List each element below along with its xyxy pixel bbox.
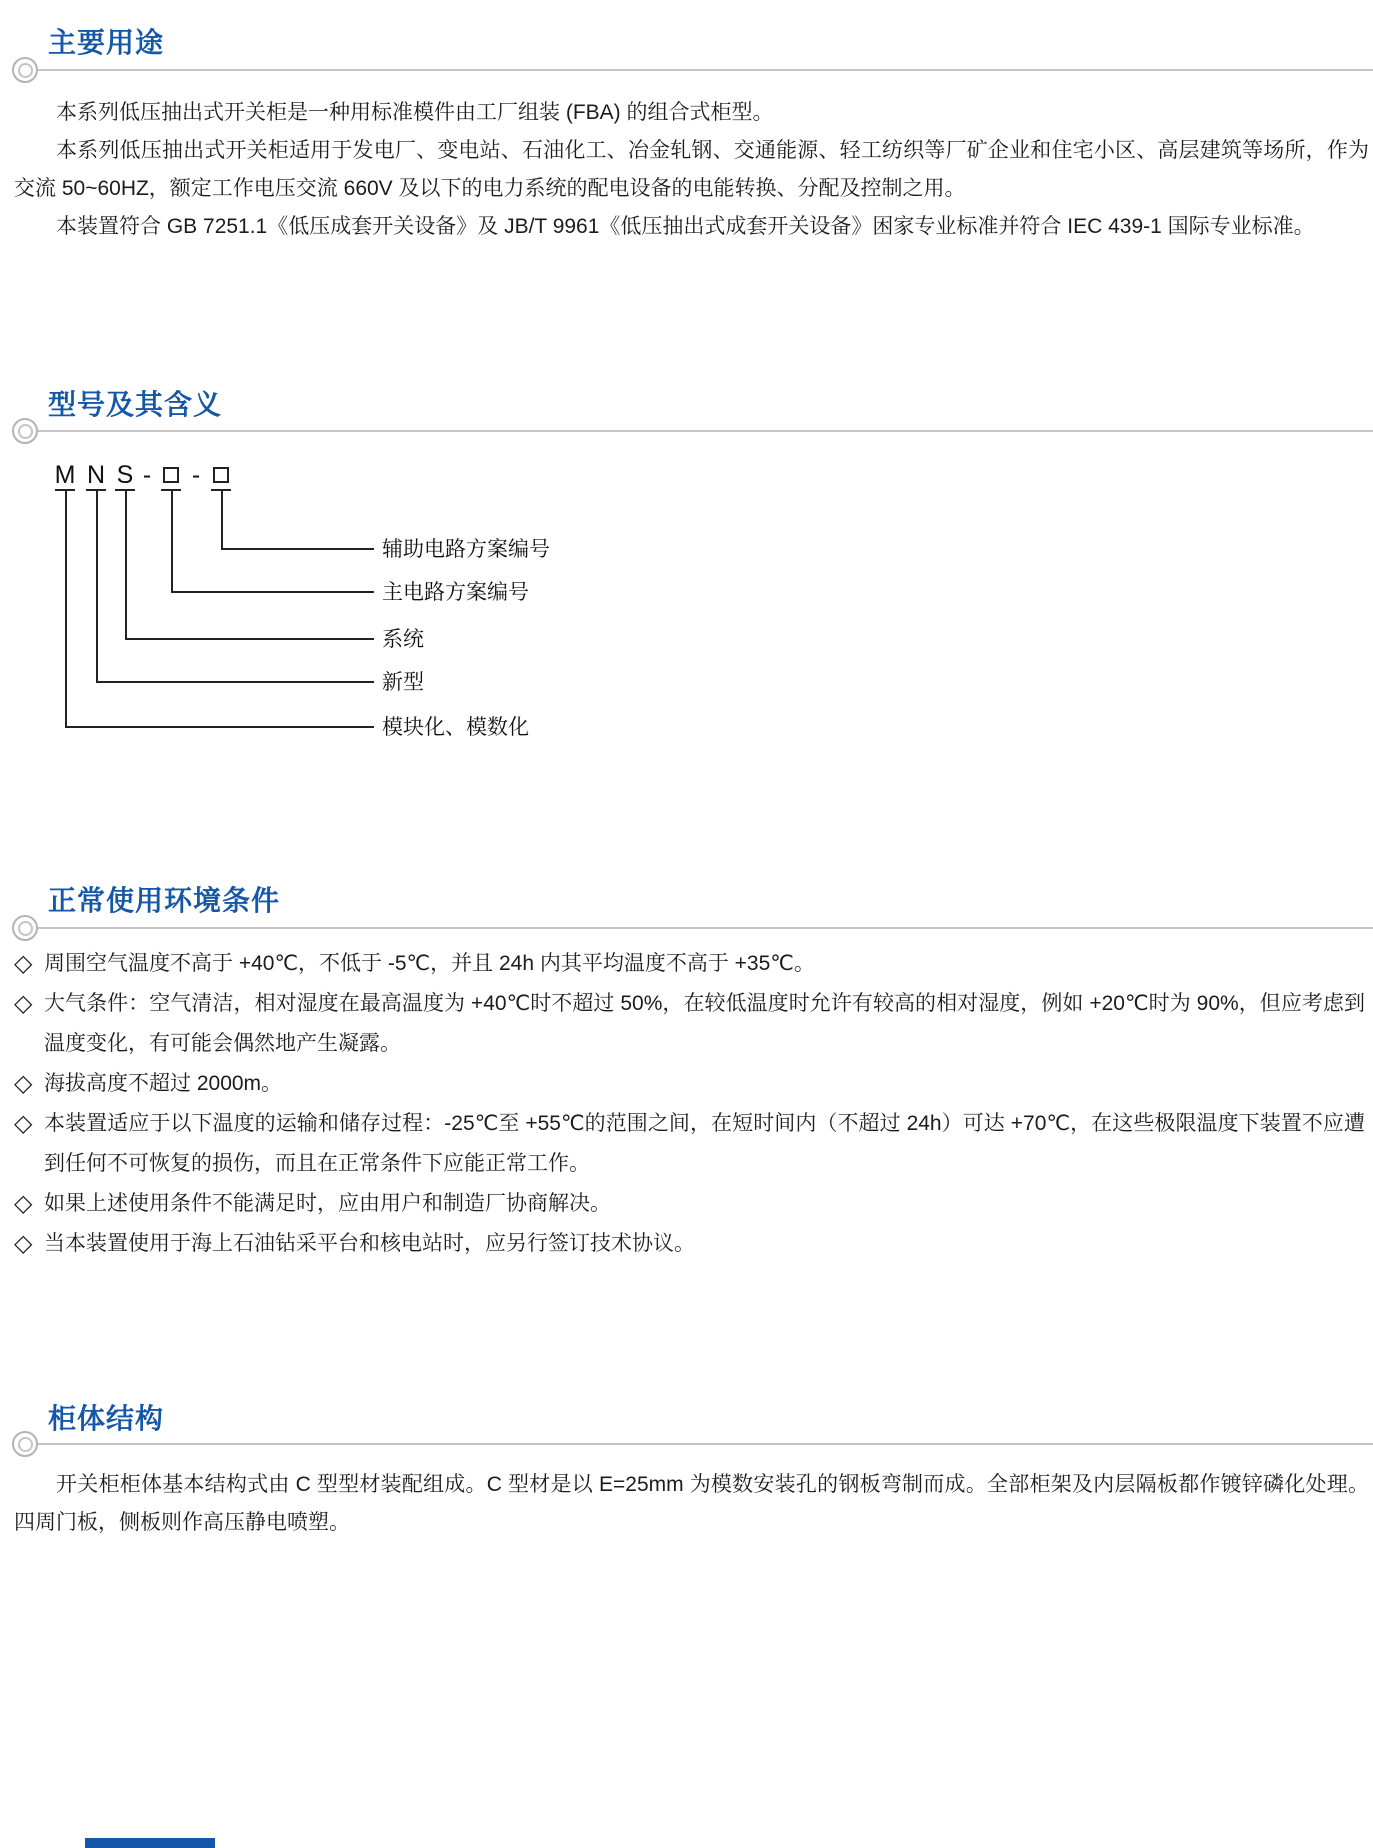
diamond-bullet-icon: ◇ (14, 950, 33, 977)
list-item (14, 1064, 1365, 1104)
ring-inner-icon (18, 1437, 33, 1452)
model-code-box-main (163, 467, 179, 483)
diamond-bullet-icon: ◇ (14, 1110, 33, 1137)
list-item-text: 本装置适应于以下温度的运输和储存过程：-25℃至 +55℃的范围之间，在短时间内（不超过 24h）可达 +70℃，在这些极限温度下装置不应遭到任何不可恢复的损伤，而且在正常条件下应能正常工作。 (44, 1112, 1365, 1175)
model-code-letter-m: M (54, 461, 76, 489)
list-item-text: 周围空气温度不高于 +40℃，不低于 -5℃，并且 24h 内其平均温度不高于 +35℃。 (44, 952, 815, 975)
model-code-box-aux (213, 467, 229, 483)
diagram-label-system: 系统 (382, 628, 424, 651)
list-item (14, 1104, 1365, 1184)
diamond-bullet-icon: ◇ (14, 1070, 33, 1097)
section-title-main-uses: 主要用途 (48, 27, 165, 58)
section-title-service-conditions: 正常使用环境条件 (48, 885, 281, 916)
diamond-bullet-icon: ◇ (14, 1230, 33, 1257)
footer-accent-bar (85, 1838, 215, 1848)
cabinet-structure-text (14, 1466, 1369, 1542)
paragraph: 开关柜柜体基本结构式由 C 型型材装配组成。C 型材是以 E=25mm 为模数安装孔的钢板弯制而成。全部柜架及内层隔板都作镀锌磷化处理。四周门板，侧板则作高压静电喷塑。 (14, 1473, 1369, 1534)
paragraph: 本装置符合 GB 7251.1《低压成套开关设备》及 JB/T 9961《低压抽出式成套开关设备》困家专业标准并符合 IEC 439-1 国际专业标准。 (56, 215, 1315, 238)
section-divider (24, 430, 1373, 432)
diagram-label-new-type: 新型 (382, 671, 424, 694)
diagram-label-aux-circuit: 辅助电路方案编号 (382, 538, 550, 561)
model-code-dash: - (142, 461, 152, 489)
list-item-text: 当本装置使用于海上石油钻采平台和核电站时，应另行签订技术协议。 (44, 1232, 695, 1255)
list-item-text: 如果上述使用条件不能满足时，应由用户和制造厂协商解决。 (44, 1192, 611, 1215)
ring-inner-icon (18, 921, 33, 936)
list-item (14, 1184, 1365, 1224)
ring-inner-icon (18, 63, 33, 78)
list-item (14, 984, 1365, 1064)
diagram-label-modular: 模块化、模数化 (382, 716, 529, 739)
list-item-text: 大气条件：空气清洁，相对湿度在最高温度为 +40℃时不超过 50%，在较低温度时允许有较高的相对湿度，例如 +20℃时为 90%，但应考虑到温度变化，有可能会偶然地产生凝露。 (44, 992, 1365, 1055)
section-divider (24, 69, 1373, 71)
leader-line-modular (65, 490, 374, 728)
diagram-label-main-circuit: 主电路方案编号 (382, 581, 529, 604)
ring-ornament-icon (12, 418, 38, 444)
service-conditions-list (14, 944, 1365, 1264)
model-code-dash: - (191, 461, 201, 489)
section-title-model-meaning: 型号及其含义 (48, 389, 223, 420)
list-item (14, 944, 1365, 984)
diamond-bullet-icon: ◇ (14, 1190, 33, 1217)
paragraph: 本系列低压抽出式开关柜是一种用标准模件由工厂组装 (FBA) 的组合式柜型。 (56, 101, 774, 124)
model-code-letter-s: S (116, 461, 134, 489)
ring-ornament-icon (12, 1431, 38, 1457)
ring-ornament-icon (12, 915, 38, 941)
list-item-text: 海拔高度不超过 2000m。 (44, 1072, 283, 1095)
ring-ornament-icon (12, 57, 38, 83)
ring-inner-icon (18, 424, 33, 439)
section-divider (24, 927, 1373, 929)
main-uses-text (14, 94, 1369, 246)
list-item (14, 1224, 1365, 1264)
section-title-cabinet-structure: 柜体结构 (48, 1403, 165, 1434)
section-divider (24, 1443, 1373, 1445)
paragraph: 本系列低压抽出式开关柜适用于发电厂、变电站、石油化工、冶金轧钢、交通能源、轻工纺织等厂矿企业和住宅小区、高层建筑等场所，作为交流 50~60HZ，额定工作电压交流 660V 及以下的电力系统的配电设备的电能转换、分配及控制之用。 (14, 139, 1369, 200)
model-code-letter-n: N (86, 461, 106, 489)
diamond-bullet-icon: ◇ (14, 990, 33, 1017)
